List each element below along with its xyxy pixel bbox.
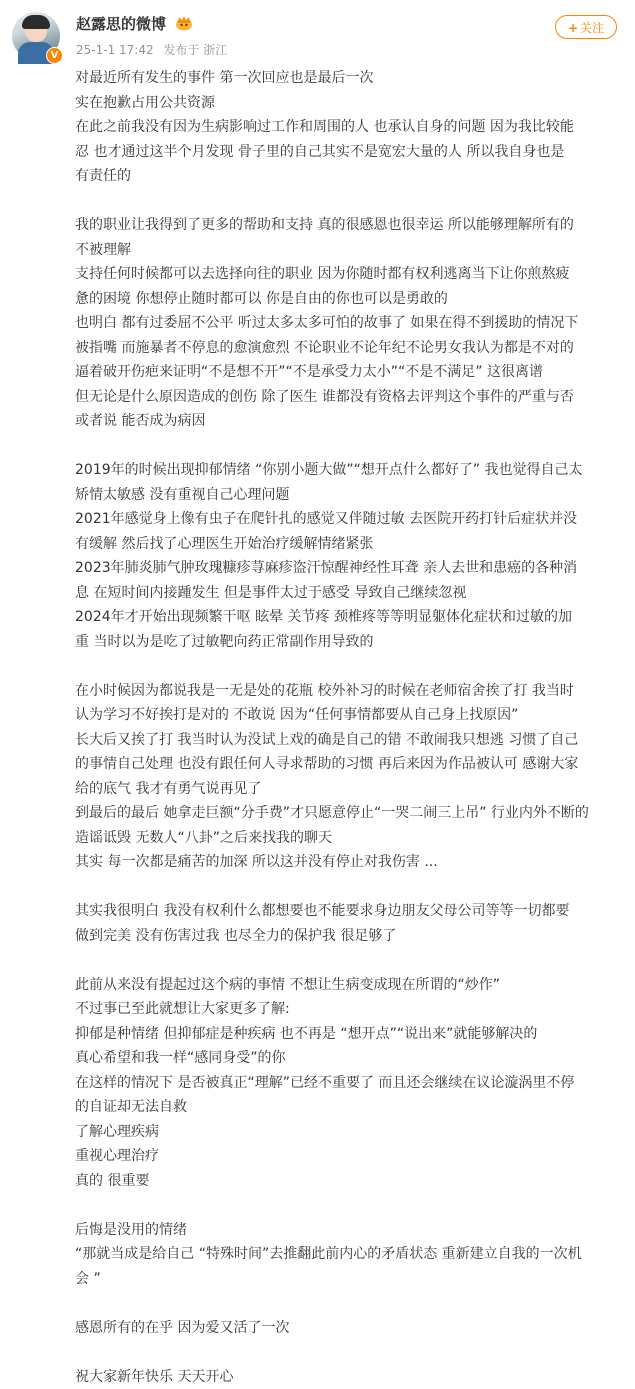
body-line: 支持任何时候都可以去选择向往的职业 因为你随时都有权利逃离当下让你煎熬疲	[75, 262, 620, 287]
body-line: 逼着破开伤疤来证明“不是想不开”“不是承受力太小”“不是不满足” 这很离谱	[75, 360, 620, 385]
follow-button[interactable]	[555, 15, 617, 39]
body-line: 其实 每一次都是痛苦的加深 所以这并没有停止对我伤害 ...	[75, 850, 620, 875]
author-name[interactable]: 赵露思的微博	[76, 15, 166, 33]
blank-line	[75, 1193, 620, 1218]
body-line: 在这样的情况下 是否被真正“理解”已经不重要了 而且还会继续在议论漩涡里不停	[75, 1071, 620, 1096]
body-line: 2021年感觉身上像有虫子在爬针扎的感觉又伴随过敏 去医院开药打针后症状并没	[75, 507, 620, 532]
follow-label: 关注	[580, 21, 604, 35]
blank-line	[75, 948, 620, 973]
body-line: 的自证却无法自救	[75, 1095, 620, 1120]
post-meta	[76, 42, 233, 58]
body-line: 其实我很明白 我没有权利什么都想要也不能要求身边朋友父母公司等等一切都要	[75, 899, 620, 924]
body-line: 对最近所有发生的事件 第一次回应也是最后一次	[75, 66, 620, 91]
body-line: 实在抱歉占用公共资源	[75, 91, 620, 116]
body-line: 长大后又挨了打 我当时认为没试上戏的确是自己的错 不敢闹我只想逃 习惯了自己	[75, 728, 620, 753]
body-line: 到最后的最后 她拿走巨额“分手费”才只愿意停止“一哭二闹三上吊” 行业内外不断的	[75, 801, 620, 826]
body-line: 重 当时以为是吃了过敏靶向药正常副作用导致的	[75, 630, 620, 655]
body-line: 2023年肺炎肺气肿玫瑰糠疹荨麻疹盗汗惊醒神经性耳聋 亲人去世和患癌的各种消	[75, 556, 620, 581]
body-line: 做到完美 没有伤害过我 也尽全力的保护我 很足够了	[75, 924, 620, 949]
body-line: 真心希望和我一样“感同身受”的你	[75, 1046, 620, 1071]
body-line: 也明白 都有过委屈不公平 听过太多太多可怕的故事了 如果在得不到援助的情况下	[75, 311, 620, 336]
blank-line	[75, 189, 620, 214]
body-line: “那就当成是给自己 “特殊时间”去推翻此前内心的矛盾状态 重新建立自我的一次机	[75, 1242, 620, 1267]
post-time[interactable]: 25-1-1 17:42	[76, 43, 154, 57]
body-line: 息 在短时间内接踵发生 但是事件太过于感受 导致自己继续忽视	[75, 581, 620, 606]
blank-line	[75, 1340, 620, 1365]
avatar-hair	[22, 15, 50, 29]
verified-badge-icon: V	[46, 47, 63, 64]
body-line: 抑郁是种情绪 但抑郁症是种疾病 也不再是 “想开点”“说出来”就能够解决的	[75, 1022, 620, 1047]
author-name-row[interactable]	[76, 14, 193, 34]
body-line: 2024年才开始出现频繁干呕 眩晕 关节疼 颈椎疼等等明显躯体化症状和过敏的加	[75, 605, 620, 630]
body-line: 在小时候因为都说我是一无是处的花瓶 校外补习的时候在老师宿舍挨了打 我当时	[75, 679, 620, 704]
body-line: 惫的困境 你想停止随时都可以 你是自由的你也可以是勇敢的	[75, 287, 620, 312]
body-line: 认为学习不好挨打是对的 不敢说 因为“任何事情都要从自己身上找原因”	[75, 703, 620, 728]
body-line: 后悔是没用的情绪	[75, 1218, 620, 1243]
body-line: 造谣诋毁 无数人“八卦”之后来找我的聊天	[75, 826, 620, 851]
post-body	[75, 66, 620, 1389]
body-line: 但无论是什么原因造成的创伤 除了医生 谁都没有资格去评判这个事件的严重与否	[75, 385, 620, 410]
body-line: 祝大家新年快乐 天天开心	[75, 1365, 620, 1389]
vip-crown-icon	[175, 15, 193, 31]
blank-line	[75, 654, 620, 679]
body-line: 我的职业让我得到了更多的帮助和支持 真的很感恩也很幸运 所以能够理解所有的	[75, 213, 620, 238]
body-line: 不过事已至此就想让大家更多了解:	[75, 997, 620, 1022]
body-line: 在此之前我没有因为生病影响过工作和周围的人 也承认自身的问题 因为我比较能	[75, 115, 620, 140]
body-line: 被指嘴 而施暴者不停息的愈演愈烈 不论职业不论年纪不论男女我认为都是不对的	[75, 336, 620, 361]
post-source: 发布于 浙江	[163, 43, 227, 57]
body-line: 重视心理治疗	[75, 1144, 620, 1169]
body-line: 有缓解 然后找了心理医生开始治疗缓解情绪紧张	[75, 532, 620, 557]
body-line: 有责任的	[75, 164, 620, 189]
body-line: 感恩所有的在乎 因为爱又活了一次	[75, 1316, 620, 1341]
plus-icon: +	[568, 21, 578, 35]
body-line: 了解心理疾病	[75, 1120, 620, 1145]
body-line: 的事情自己处理 也没有跟任何人寻求帮助的习惯 再后来因为作品被认可 感谢大家	[75, 752, 620, 777]
body-line: 会 ”	[75, 1267, 620, 1292]
blank-line	[75, 434, 620, 459]
blank-line	[75, 1291, 620, 1316]
body-line: 给的底气 我才有勇气说再见了	[75, 777, 620, 802]
body-line: 或者说 能否成为病因	[75, 409, 620, 434]
body-line: 不被理解	[75, 238, 620, 263]
body-line: 矫情太敏感 没有重视自己心理问题	[75, 483, 620, 508]
body-line: 2019年的时候出现抑郁情绪 “你别小题大做”“想开点什么都好了” 我也觉得自己太	[75, 458, 620, 483]
body-line: 忍 也才通过这半个月发现 骨子里的自己其实不是宽宏大量的人 所以我自身也是	[75, 140, 620, 165]
post-header	[0, 0, 635, 70]
body-line: 真的 很重要	[75, 1169, 620, 1194]
blank-line	[75, 875, 620, 900]
body-line: 此前从来没有提起过这个病的事情 不想让生病变成现在所谓的“炒作”	[75, 973, 620, 998]
